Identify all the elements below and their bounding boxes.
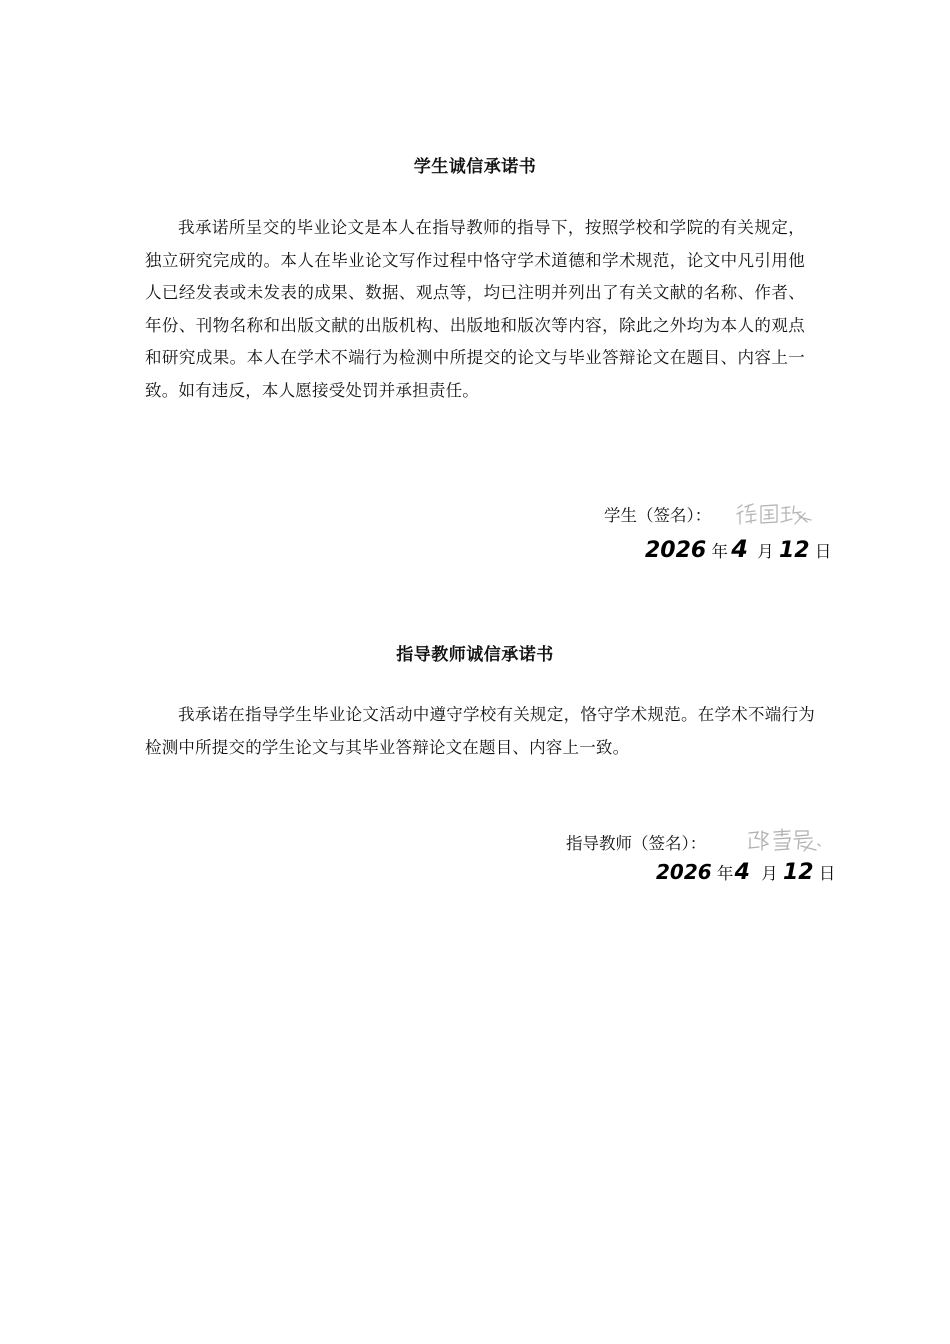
teacher-signature [746,826,822,854]
student-pledge-title: 学生诚信承诺书 [413,157,537,177]
teacher-date [656,860,835,885]
student-pledge-body: 我承诺所呈交的毕业论文是本人在指导教师的指导下，按照学校和学院的有关规定，独立研究完成的。本人在毕业论文写作过程中恪守学术道德和学术规范，论文中凡引用他人已经发表或未发表的成果、数据、观点等，均已注明并列出了有关文献的名称、作者、年份、刊物名称和出版文献的出版机构、出版地和版次等内容，除此之外均为本人的观点和研究成果。本人在学术不端行为检测中所提交的论文与毕业答辩论文在题目、内容上一致。如有违反，本人愿接受处罚并承担责任。 [145,218,805,400]
teacher-date-day: 12 [782,860,814,885]
student-date-day: 12 [778,538,810,563]
student-date-year: 2026 [645,538,707,563]
student-date-month: 4 [731,535,748,563]
teacher-pledge-body: 我承诺在指导学生毕业论文活动中遵守学校有关规定，恪守学术规范。在学术不端行为检测中所提交的学生论文与其毕业答辩论文在题目、内容上一致。 [145,705,815,757]
student-date-month-unit: 月 [757,542,774,561]
teacher-pledge-title: 指导教师诚信承诺书 [396,645,554,665]
teacher-sign-label: 指导教师（签名）： [566,834,707,853]
teacher-date-year: 2026 [656,860,712,884]
student-date [645,535,831,563]
student-date-day-unit: 日 [814,542,832,561]
teacher-date-month: 4 [734,860,750,885]
student-sign-label: 学生（签名）： [604,506,712,525]
teacher-date-day-unit: 日 [818,864,836,883]
student-date-year-unit: 年 [711,542,728,561]
teacher-date-year-unit: 年 [716,864,734,883]
student-signature [735,500,813,528]
teacher-date-month-unit: 月 [761,864,778,883]
